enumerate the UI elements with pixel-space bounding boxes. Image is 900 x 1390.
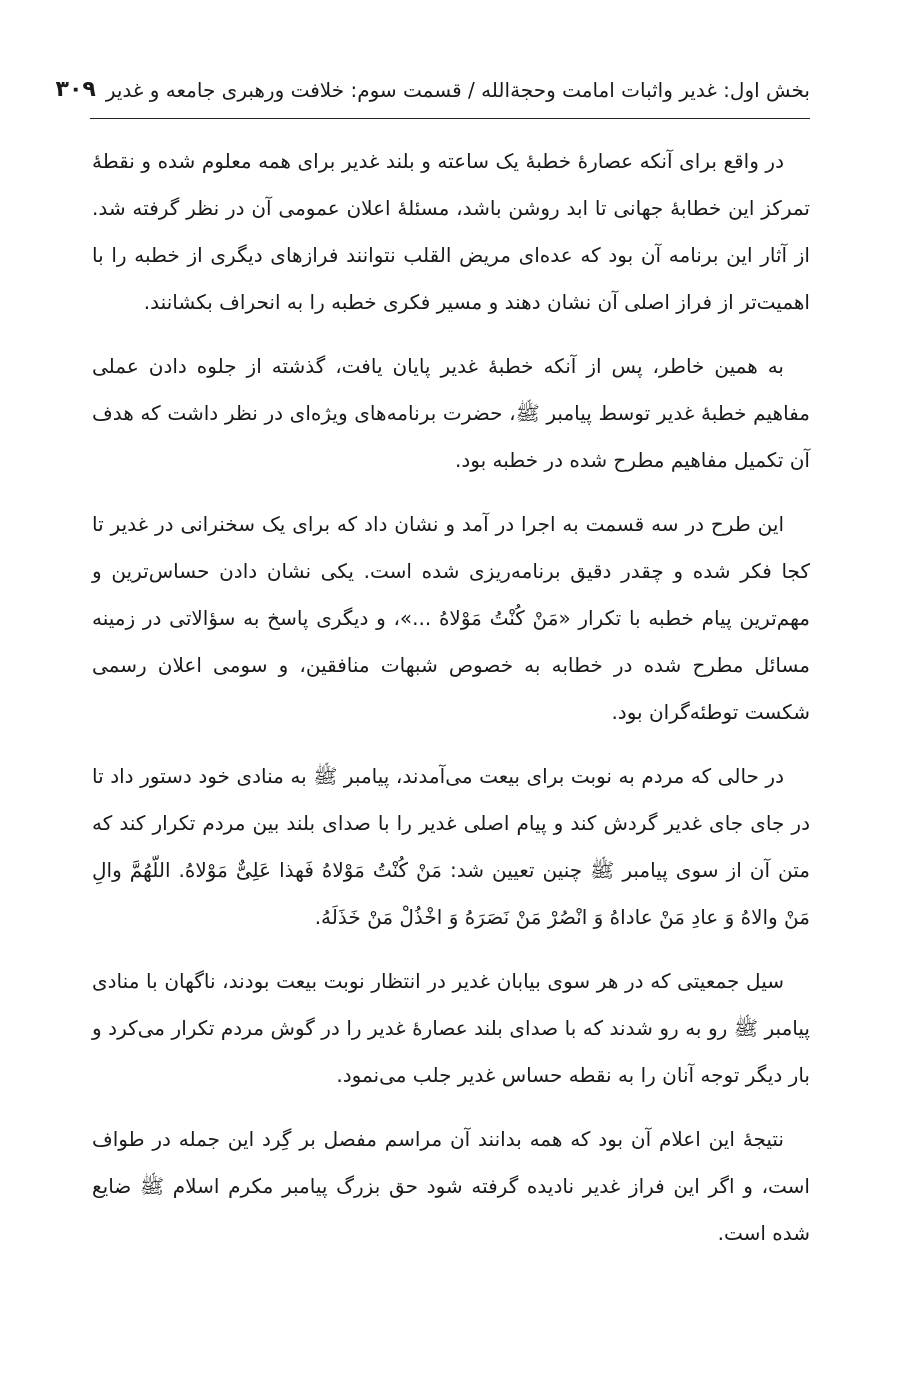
paragraph: در حالی که مردم به نوبت برای بیعت می‌آمدند، پیامبر ﷺ به منادی خود دستور داد تا در جای جای غدیر گردش کند و پیام اصلی غدیر را با صدای بلند بین مردم تکرار کند که متن آن از سوی پیامبر ﷺ چنین تعیین شد: مَنْ کُنْتُ مَوْلاهُ فَهذا عَلِیٌّ مَوْلاهُ. اللّهُمَّ والِ مَنْ والاهُ وَ عادِ مَنْ عاداهُ وَ انْصُرْ مَنْ نَصَرَهُ وَ اخْذُلْ مَنْ خَذَلَهُ. xyxy=(92,764,810,929)
paragraph: به همین خاطر، پس از آنکه خطبهٔ غدیر پایان یافت، گذشته از جلوه دادن عملی مفاهیم خطبهٔ غدیر توسط پیامبر ﷺ، حضرت برنامه‌های ویژه‌ای در نظر داشت که هدف آن تکمیل مفاهیم مطرح شده در خطبه بود. xyxy=(92,354,810,472)
paragraph: سیل جمعیتی که در هر سوی بیابان غدیر در انتظار نوبت بیعت بودند، ناگهان با منادی پیامبر ﷺ رو به رو شدند که با صدای بلند عصارهٔ غدیر را در گوش مردم تکرار می‌کرد و بار دیگر توجه آنان را به نقطه حساس غدیر جلب می‌نمود. xyxy=(92,969,810,1087)
header-divider xyxy=(90,118,810,119)
paragraph: در واقع برای آنکه عصارهٔ خطبهٔ یک ساعته و بلند غدیر برای همه معلوم شده و نقطهٔ تمرکز این خطابهٔ جهانی تا ابد روشن باشد، مسئلهٔ اعلان عمومی آن در نظر گرفته شد. از آثار این برنامه آن بود که عده‌ای مریض القلب نتوانند فرازهای دیگری از خطبه را با اهمیت‌تر از فراز اصلی آن نشان دهند و مسیر فکری خطبه را به انحراف بکشانند. xyxy=(92,149,810,314)
running-header xyxy=(55,70,810,110)
body-text xyxy=(92,138,810,1274)
paragraph: نتیجهٔ این اعلام آن بود که همه بدانند آن مراسم مفصل بر گِرد این جمله در طواف است، و اگر این فراز غدیر نادیده گرفته شود حق بزرگ پیامبر مکرم اسلام ﷺ ضایع شده است. xyxy=(92,1127,810,1245)
page-number: ۳۰۹ xyxy=(55,77,96,102)
header-title: بخش اول: غدیر واثبات امامت وحجة‌الله / قسمت سوم: خلافت ورهبری جامعه و غدیر xyxy=(105,78,810,102)
paragraph: این طرح در سه قسمت به اجرا در آمد و نشان داد که برای یک سخنرانی در غدیر تا کجا فکر شده و چقدر دقیق برنامه‌ریزی شده است. یکی نشان دادن حساس‌ترین و مهم‌ترین پیام خطبه با تکرار «مَنْ کُنْتُ مَوْلاهُ ...»، و دیگری پاسخ به سؤالاتی در زمینه مسائل مطرح شده در خطابه به خصوص شبهات منافقین، و سومی اعلان رسمی شکست توطئه‌گران بود. xyxy=(92,512,810,724)
